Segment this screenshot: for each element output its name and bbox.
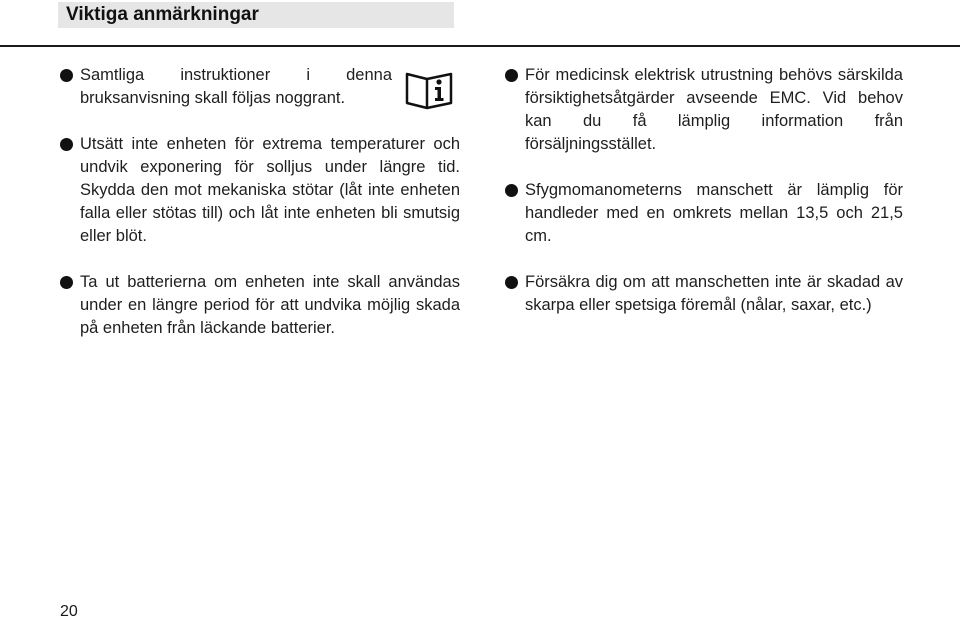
- section-title: Viktiga anmärkningar: [66, 4, 259, 25]
- read-manual-icon: [405, 70, 453, 110]
- bullet-icon: [60, 138, 73, 151]
- header-divider: [0, 45, 960, 47]
- list-item-text: För medicinsk elektrisk utrustning behövs särskilda försiktighetsåtgärder avseende EMC. Vid behov kan du få lämplig information från försäljningsstället.: [525, 66, 903, 153]
- bullet-icon: [505, 276, 518, 289]
- page-number: 20: [60, 603, 78, 620]
- list-item-text: Försäkra dig om att manschetten inte är skadad av skarpa eller spetsiga föremål (nålar, saxar, etc.): [525, 273, 903, 314]
- list-item: [505, 64, 903, 156]
- section-header: [58, 2, 454, 28]
- right-column: [505, 64, 903, 340]
- list-item: [60, 133, 460, 248]
- list-item-text: Utsätt inte enheten för extrema temperaturer och undvik exponering för solljus under längre tid. Skydda den mot mekaniska stötar (låt inte enheten falla eller stötas till) och låt inte enheten bli smutsig eller blöt.: [80, 135, 460, 245]
- list-item: [60, 64, 460, 110]
- list-item-text: Ta ut batterierna om enheten inte skall användas under en längre period för att undvika möjlig skada på enheten från läckande batterier.: [80, 273, 460, 337]
- list-item: [505, 271, 903, 317]
- bullet-icon: [505, 69, 518, 82]
- bullet-icon: [60, 276, 73, 289]
- list-item: [60, 271, 460, 340]
- left-column: [60, 64, 460, 363]
- bullet-icon: [505, 184, 518, 197]
- list-item-text: Samtliga instruktioner i denna bruksanvisning skall följas noggrant.: [80, 66, 392, 107]
- bullet-icon: [60, 69, 73, 82]
- list-item: [505, 179, 903, 248]
- list-item-text: Sfygmomanometerns manschett är lämplig för handleder med en omkrets mellan 13,5 och 21,5 cm.: [525, 181, 903, 245]
